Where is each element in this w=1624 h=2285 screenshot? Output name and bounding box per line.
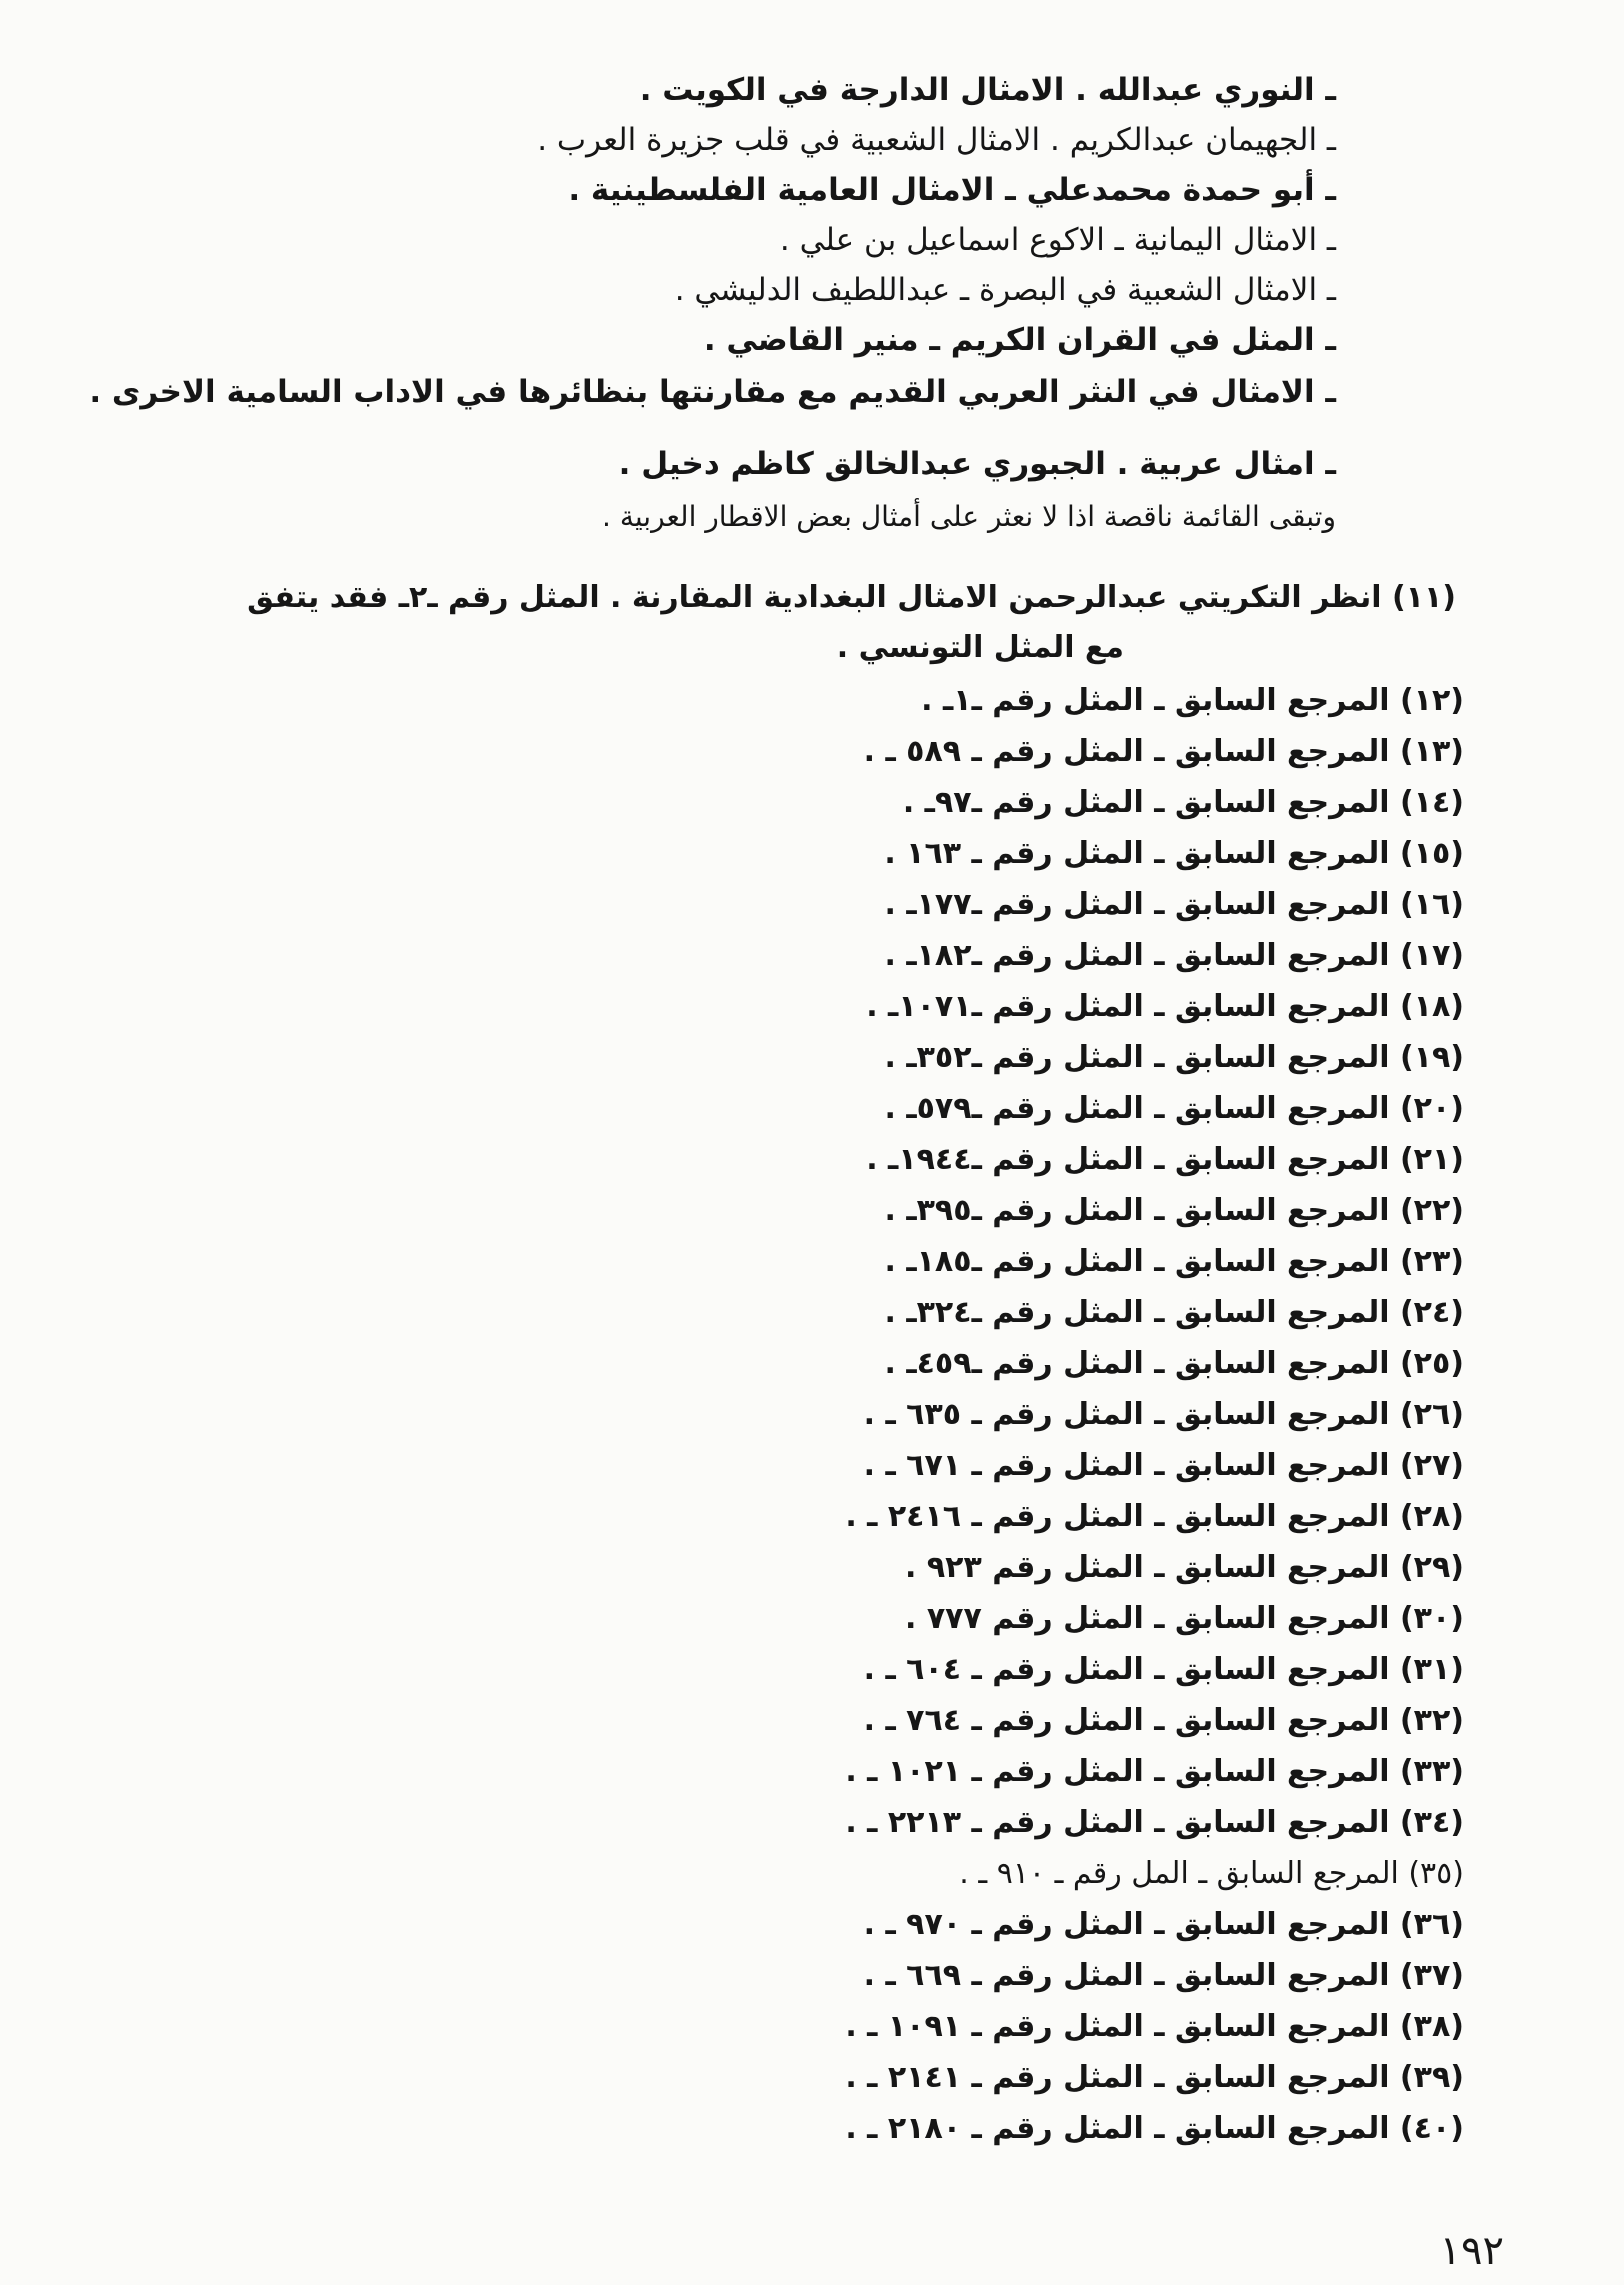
footnote: (٣٩) المرجع السابق ـ المثل رقم ـ ٢١٤١ ـ .: [845, 2060, 1464, 2095]
footnote: (٢٩) المرجع السابق ـ المثل رقم ٩٢٣ .: [905, 1550, 1464, 1585]
footnote-11-line-1: (١١) انظر التكريتي عبدالرحمن الامثال البغدادية المقارنة . المثل رقم ـ٢ـ فقد يتفق: [247, 580, 1456, 615]
bibliography-item: ـ الامثال في النثر العربي القديم مع مقارنتها بنظائرها في الاداب السامية الاخرى .: [89, 374, 1336, 410]
footnote: (٢٢) المرجع السابق ـ المثل رقم ـ٣٩٥ـ .: [884, 1193, 1464, 1228]
footnote: (١٣) المرجع السابق ـ المثل رقم ـ ٥٨٩ ـ .: [863, 734, 1464, 769]
bibliography-item: ـ امثال عربية . الجبوري عبدالخالق كاظم دخيل .: [618, 446, 1336, 482]
footnote: (١٦) المرجع السابق ـ المثل رقم ـ١٧٧ـ .: [884, 887, 1464, 922]
footnote: (٣٥) المرجع السابق ـ المل رقم ـ ٩١٠ ـ .: [959, 1856, 1464, 1891]
footnote: (٢٨) المرجع السابق ـ المثل رقم ـ ٢٤١٦ ـ .: [845, 1499, 1464, 1534]
footnote: (٣٤) المرجع السابق ـ المثل رقم ـ ٢٢١٣ ـ .: [845, 1805, 1464, 1840]
footnote: (٢٦) المرجع السابق ـ المثل رقم ـ ٦٣٥ ـ .: [863, 1397, 1464, 1432]
footnote: (٣١) المرجع السابق ـ المثل رقم ـ ٦٠٤ ـ .: [863, 1652, 1464, 1687]
page-number: ١٩٢: [1439, 2228, 1504, 2274]
bibliography-item: ـ الامثال الشعبية في البصرة ـ عبداللطيف الدليشي .: [674, 272, 1336, 308]
bibliography-item: ـ النوري عبدالله . الامثال الدارجة في الكويت .: [639, 72, 1336, 108]
bibliography-item: ـ المثل في القران الكريم ـ منير القاضي .: [703, 322, 1336, 358]
footnote: (٣٧) المرجع السابق ـ المثل رقم ـ ٦٦٩ ـ .: [863, 1958, 1464, 1993]
footnote: (٢٠) المرجع السابق ـ المثل رقم ـ٥٧٩ـ .: [884, 1091, 1464, 1126]
footnote: (٣٨) المرجع السابق ـ المثل رقم ـ ١٠٩١ ـ .: [845, 2009, 1464, 2044]
footnote-11-line-2: مع المثل التونسي .: [836, 630, 1124, 665]
footnote: (١٨) المرجع السابق ـ المثل رقم ـ١٠٧١ـ .: [866, 989, 1464, 1024]
footnote: (٣٢) المرجع السابق ـ المثل رقم ـ ٧٦٤ ـ .: [863, 1703, 1464, 1738]
closing-note: وتبقى القائمة ناقصة اذا لا نعثر على أمثال بعض الاقطار العربية .: [602, 500, 1336, 533]
footnote: (٣٣) المرجع السابق ـ المثل رقم ـ ١٠٢١ ـ .: [845, 1754, 1464, 1789]
footnote: (٢٥) المرجع السابق ـ المثل رقم ـ٤٥٩ـ .: [884, 1346, 1464, 1381]
footnote: (٤٠) المرجع السابق ـ المثل رقم ـ ٢١٨٠ ـ .: [845, 2111, 1464, 2146]
footnote: (٣٠) المرجع السابق ـ المثل رقم ٧٧٧ .: [905, 1601, 1464, 1636]
footnote: (١٢) المرجع السابق ـ المثل رقم ـ١ـ .: [921, 683, 1464, 718]
bibliography-item: ـ الامثال اليمانية ـ الاكوع اسماعيل بن علي .: [779, 222, 1336, 258]
bibliography-item: ـ الجهيمان عبدالكريم . الامثال الشعبية في قلب جزيرة العرب .: [537, 122, 1336, 158]
footnote: (٢١) المرجع السابق ـ المثل رقم ـ١٩٤٤ـ .: [866, 1142, 1464, 1177]
footnote: (٢٣) المرجع السابق ـ المثل رقم ـ١٨٥ـ .: [884, 1244, 1464, 1279]
footnote: (١٧) المرجع السابق ـ المثل رقم ـ١٨٢ـ .: [884, 938, 1464, 973]
bibliography-item: ـ أبو حمدة محمدعلي ـ الامثال العامية الفلسطينية .: [568, 172, 1336, 208]
footnote: (٣٦) المرجع السابق ـ المثل رقم ـ ٩٧٠ ـ .: [863, 1907, 1464, 1942]
footnote: (٢٤) المرجع السابق ـ المثل رقم ـ٣٢٤ـ .: [884, 1295, 1464, 1330]
footnote: (١٥) المرجع السابق ـ المثل رقم ـ ١٦٣ .: [884, 836, 1464, 871]
footnote: (١٩) المرجع السابق ـ المثل رقم ـ٣٥٢ـ .: [884, 1040, 1464, 1075]
footnote: (٢٧) المرجع السابق ـ المثل رقم ـ ٦٧١ ـ .: [863, 1448, 1464, 1483]
footnote: (١٤) المرجع السابق ـ المثل رقم ـ٩٧ـ .: [902, 785, 1464, 820]
